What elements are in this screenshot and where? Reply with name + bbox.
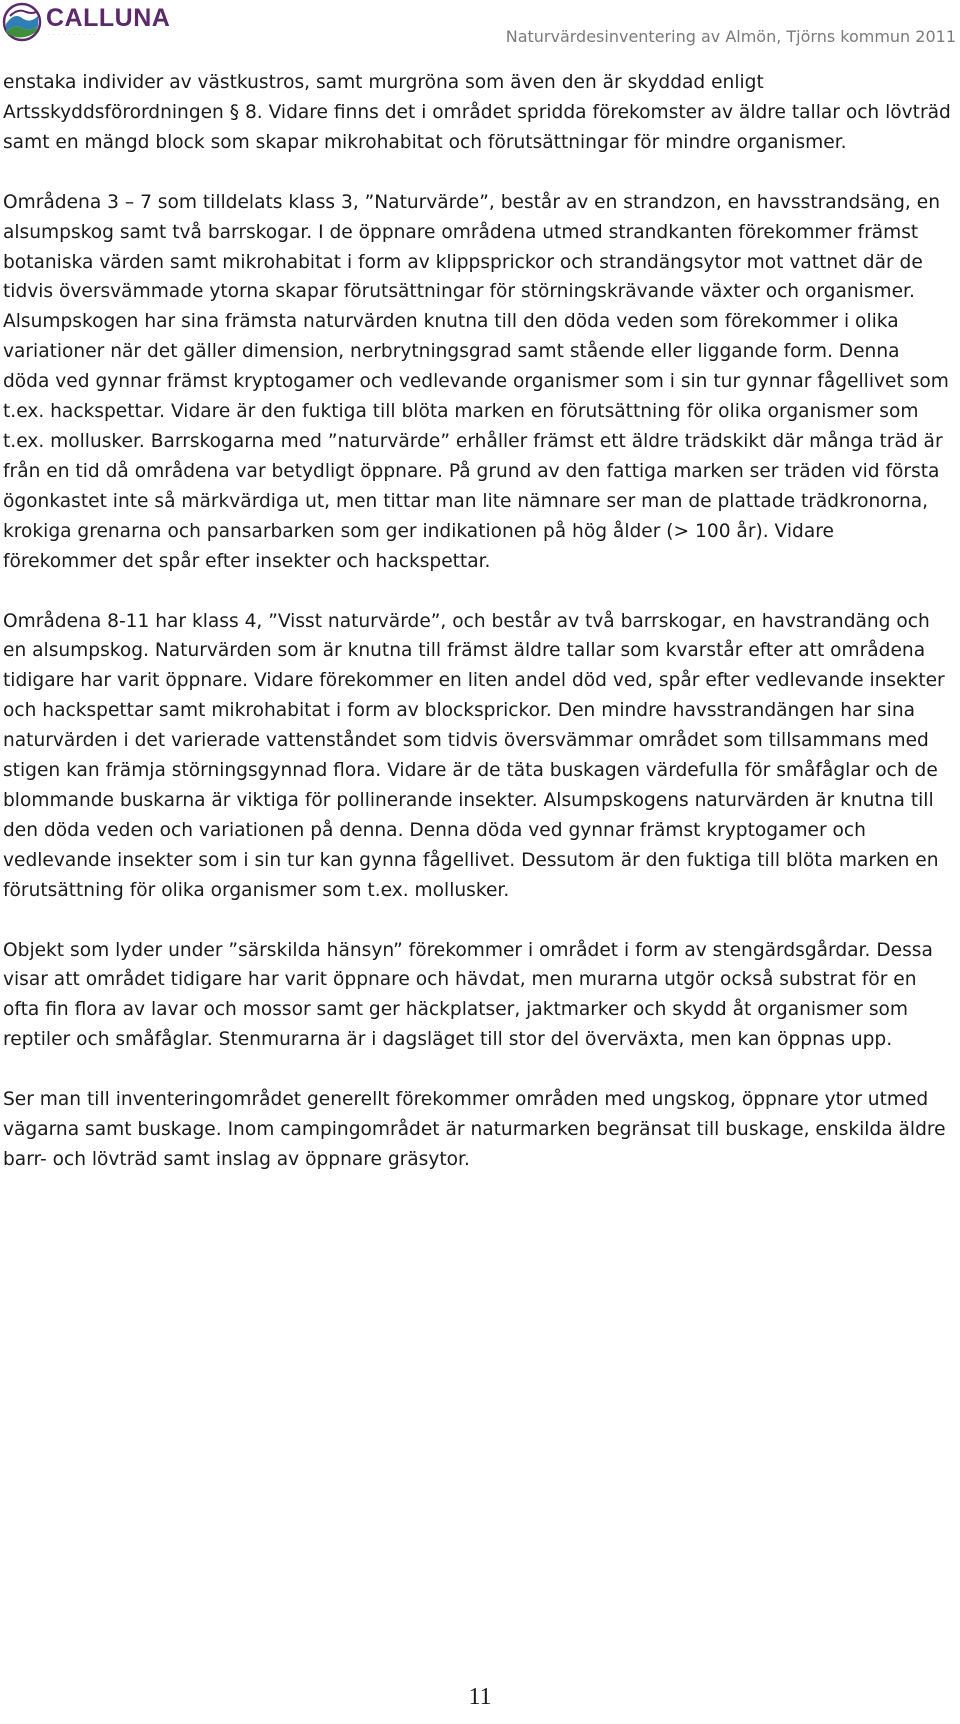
paragraph: enstaka individer av västkustros, samt murgröna som även den är skyddad enligt Artsskyddsförordningen § 8. Vidare finns det i området spridda förekomster av äldre tallar och lövträd samt en mängd block som skapar mikrohabitat och förutsättningar för mindre organismer. <box>3 72 951 153</box>
paragraph: Ser man till inventeringområdet generellt förekommer områden med ungskog, öppnare ytor utmed vägarna samt buskage. Inom campingområdet är naturmarken begränsat till buskage, enskilda äldre barr- och lövträd samt inslag av öppnare gräsytor. <box>3 1089 946 1170</box>
page-header <box>0 0 960 52</box>
logo-wordmark: CALLUNA <box>46 4 171 32</box>
paragraph: Objekt som lyder under ”särskilda hänsyn” förekommer i området i form av stengärdsgårdar. Dessa visar att området tidigare har varit öppnare och hävdat, men murarna utgör också substrat för en ofta fin flora av lavar och mossor samt ger häckplatser, jaktmarker och skydd åt organismer som reptiler och småfåglar. Stenmurarna är i dagsläget till stor del överväxta, men kan öppnas upp. <box>3 939 933 1051</box>
paragraph: Områdena 3 – 7 som tilldelats klass 3, ”Naturvärde”, består av en strandzon, en havsstrandsäng, en alsumpskog samt två barrskogar. I de öppnare områdena utmed strandkanten förekommer främst botaniska värden samt mikrohabitat i form av klippsprickor och strandängsytor mot vattnet där de tidvis översvämmade ytorna skapar förutsättningar för störningskrävande växter och organismer. Alsumpskogen har sina främsta naturvärden knutna till den döda veden som förekommer i olika variationer när det gäller dimension, nerbrytningsgrad samt stående eller liggande form. Denna döda ved gynnar främst kryptogamer och vedlevande organismer som i sin tur gynnar fågellivet som t.ex. hackspettar. Vidare är den fuktiga till blöta marken en förutsättning för olika organismer som t.ex. mollusker. Barrskogarna med ”naturvärde” erhåller främst ett äldre trädskikt där många träd är från en tid då områdena var betydligt öppnare. På grund av den fattiga marken ser träden vid första ögonkastet inte så märkvärdiga ut, men tittar man lite nämnare ser man de plattade trädkronorna, krokiga grenarna och pansarbarken som ger indikationen på hög ålder (> 100 år). Vidare förekommer det spår efter insekter och hackspettar. <box>3 191 949 572</box>
calluna-logo <box>2 2 171 46</box>
logo-tagline-mark: · · · · · · · · · · <box>48 32 97 38</box>
body-text <box>3 68 951 1205</box>
page-number: 11 <box>468 1684 492 1710</box>
paragraph: Områdena 8-11 har klass 4, ”Visst naturvärde”, och består av två barrskogar, en havstrandäng och en alsumpskog. Naturvärden som är knutna till främst äldre tallar som kvarstår efter att områdena tidigare har varit öppnare. Vidare förekommer en liten andel död ved, spår efter vedlevande insekter och hackspettar samt mikrohabitat i form av blocksprickor. Den mindre havsstrandängen har sina naturvärden i det varierade vattenståndet som tidvis översvämmar området som tillsammans med stigen kan främja störningsgynnad flora. Vidare är de täta buskagen värdefulla för småfåglar och de blommande buskarna är viktiga för pollinerande insekter. Alsumpskogens naturvärden är knutna till den döda veden och variationen på denna. Denna döda ved gynnar främst kryptogamer och vedlevande insekter som i sin tur kan gynna fågellivet. Dessutom är den fuktiga till blöta marken en förutsättning för olika organismer som t.ex. mollusker. <box>3 610 945 901</box>
running-head: Naturvärdesinventering av Almön, Tjörns kommun 2011 <box>505 27 956 46</box>
calluna-logo-icon <box>2 2 42 42</box>
